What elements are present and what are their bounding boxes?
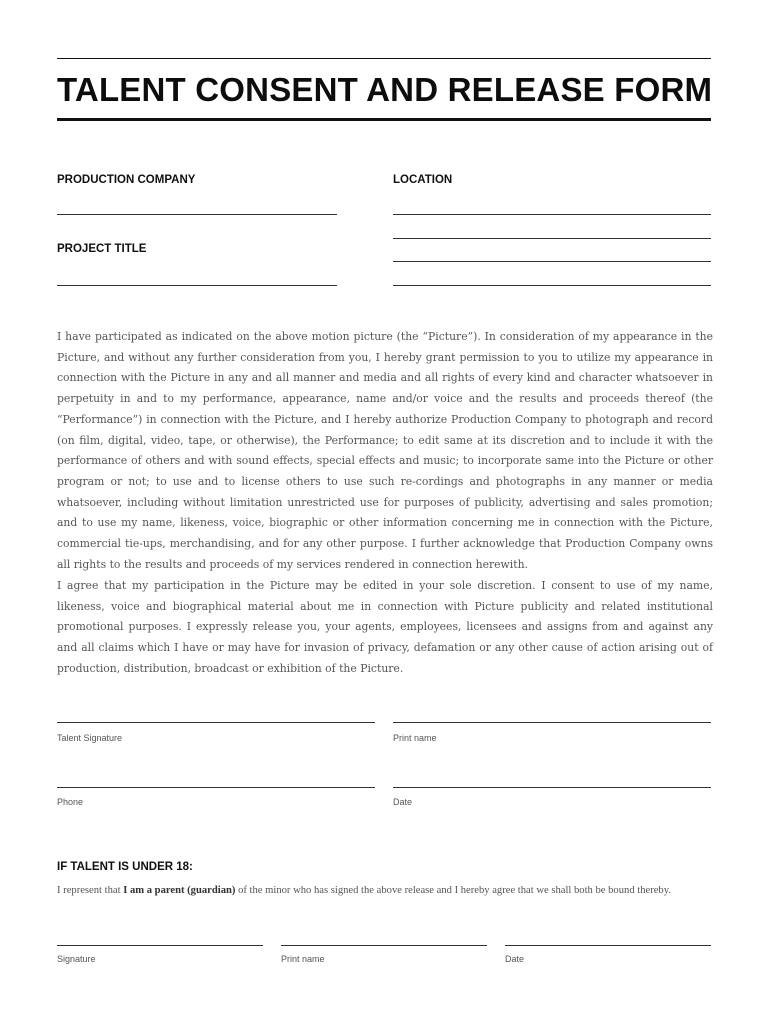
guardian-print-name-field[interactable]	[281, 945, 487, 946]
talent-signature-field[interactable]	[57, 722, 375, 723]
consent-paragraph-2: I agree that my participation in the Picture may be edited in your sole discretion. I consent to use of my name, likeness, voice and biographical material about me in connection with Picture publicity and related institutional promotional purposes. I expressly release you, your agents, employees, licensees and assigns from and against any and all claims which I have or may have for invasion of privacy, defamation or any other cause of action arising out of production, distribution, broadcast or exhibition of the Picture.	[57, 579, 713, 675]
guardian-signature-label: Signature	[57, 954, 96, 964]
location-field-line-4[interactable]	[393, 285, 711, 286]
production-company-label: PRODUCTION COMPANY	[57, 174, 196, 186]
date-field[interactable]	[393, 787, 711, 788]
minor-representation-text: I represent that I am a parent (guardian) of the minor who has signed the above release and I hereby agree that we shall both be bound thereby.	[57, 885, 671, 896]
guardian-date-field[interactable]	[505, 945, 711, 946]
phone-field[interactable]	[57, 787, 375, 788]
location-field-line-3[interactable]	[393, 261, 711, 262]
form-title: TALENT CONSENT AND RELEASE FORM	[57, 71, 713, 108]
location-label: LOCATION	[393, 174, 453, 186]
print-name-field[interactable]	[393, 722, 711, 723]
guardian-print-name-label: Print name	[281, 954, 325, 964]
production-company-field[interactable]	[57, 214, 337, 215]
location-field-line-1[interactable]	[393, 214, 711, 215]
project-title-label: PROJECT TITLE	[57, 243, 147, 255]
top-rule	[57, 58, 711, 59]
guardian-signature-field[interactable]	[57, 945, 263, 946]
title-underline	[57, 118, 711, 121]
talent-signature-label: Talent Signature	[57, 733, 123, 743]
print-name-label: Print name	[393, 733, 437, 743]
phone-label: Phone	[57, 797, 84, 807]
consent-paragraph-1: I have participated as indicated on the above motion picture (the “Picture”). In consideration of my appearance in the Picture, and without any further consideration from you, I hereby grant permission to you to utilize my appearance in connection with the Picture in any and all manner and media and all rights of every kind and character whatsoever in perpetuity in and to my performance, appearance, name and/or voice and the results and proceeds thereof (the “Performance”) in connection with the Picture, and I hereby authorize Production Company to photograph and record (on film, digital, video, tape, or otherwise), the Performance; to edit same at its discretion and to include it with the performance of others and with sound effects, special effects and music; to incorporate same into the Picture or other program or not; to use and to license others to use such re-cordings and photographs in any manner or media whatsoever, including without limitation unrestricted use for purposes of publicity, advertising and sales promotion; and to use my name, likeness, voice, biographic or other information concerning me in connection with the Picture, commercial tie-ups, merchandising, and for any other purpose. I further acknowledge that Production Company owns all rights to the results and proceeds of my services rendered in connection herewith.	[57, 330, 713, 571]
minor-section-heading: IF TALENT IS UNDER 18:	[57, 861, 193, 873]
guardian-date-label: Date	[505, 954, 525, 964]
date-label: Date	[393, 797, 413, 807]
project-title-field[interactable]	[57, 285, 337, 286]
location-field-line-2[interactable]	[393, 238, 711, 239]
